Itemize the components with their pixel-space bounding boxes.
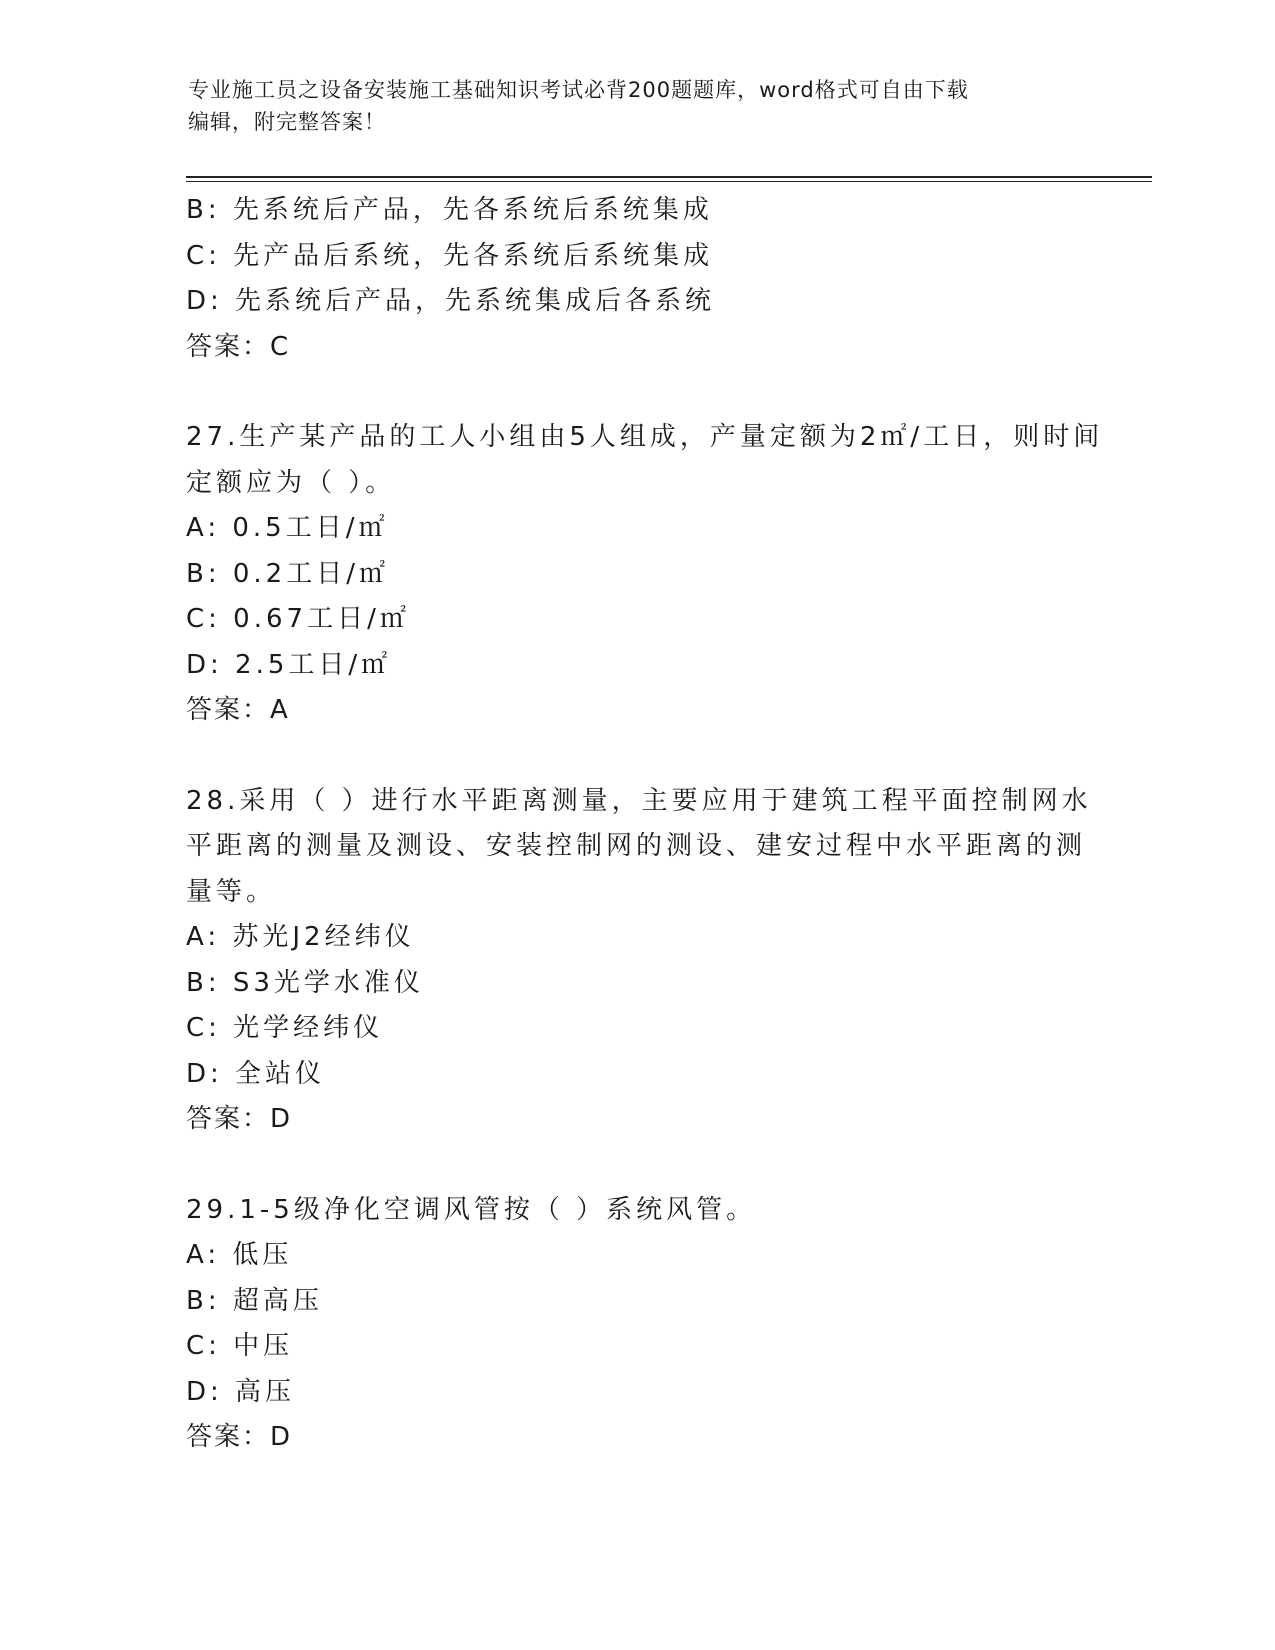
block-spacer [186,1143,1106,1188]
block-spacer [186,370,1106,415]
header-divider [186,176,1152,182]
question-text-line: 28.采用（ ）进行水平距离测量，主要应用于建筑工程平面控制网水 [186,785,1092,816]
option-c: C: 中压 [186,1331,294,1361]
option-d: D: 2.5工日/㎡ [186,649,392,680]
answer: 答案：A [186,695,290,725]
answer: 答案：C [186,331,291,362]
header-line-1: 专业施工员之设备安装施工基础知识考试必背200题题库，word格式可自由下载 [188,78,969,102]
option-d: D: 高压 [186,1376,296,1407]
question-text-line: 量等。 [186,876,277,907]
document-header [188,74,1088,138]
option-d: D: 全站仪 [186,1058,326,1089]
option-a: A: 0.5工日/㎡ [186,513,389,543]
option-b: B: 超高压 [186,1285,323,1316]
option-c: C: 先产品后系统，先各系统后系统集成 [186,240,714,271]
question-list [186,188,1106,1461]
question-text-line: 27.生产某产品的工人小组由5人组成，产量定额为2㎡/工日，则时间 [186,422,1104,452]
option-c: C: 0.67工日/㎡ [186,604,410,634]
answer: 答案：D [186,1422,293,1452]
question-text-line: 定额应为（ ）。 [186,467,396,498]
block-spacer [186,734,1106,779]
option-b: B: 先系统后产品，先各系统后系统集成 [186,195,713,225]
option-a: A: 低压 [186,1240,293,1270]
option-d: D: 先系统后产品，先系统集成后各系统 [186,286,716,316]
option-a: A: 苏光J2经纬仪 [186,922,415,952]
question-block-26 [186,188,1106,370]
answer: 答案：D [186,1104,293,1134]
question-text-line: 29.1-5级净化空调风管按（ ）系统风管。 [186,1194,757,1225]
question-block-27 [186,415,1106,734]
option-b: B: S3光学水准仪 [186,967,424,998]
question-text-line: 平距离的测量及测设、安装控制网的测设、建安过程中水平距离的测 [186,831,1087,861]
question-block-28 [186,779,1106,1143]
option-c: C: 光学经纬仪 [186,1013,384,1043]
header-line-2: 编辑，附完整答案！ [188,110,386,134]
question-block-29 [186,1188,1106,1461]
option-b: B: 0.2工日/㎡ [186,558,389,589]
